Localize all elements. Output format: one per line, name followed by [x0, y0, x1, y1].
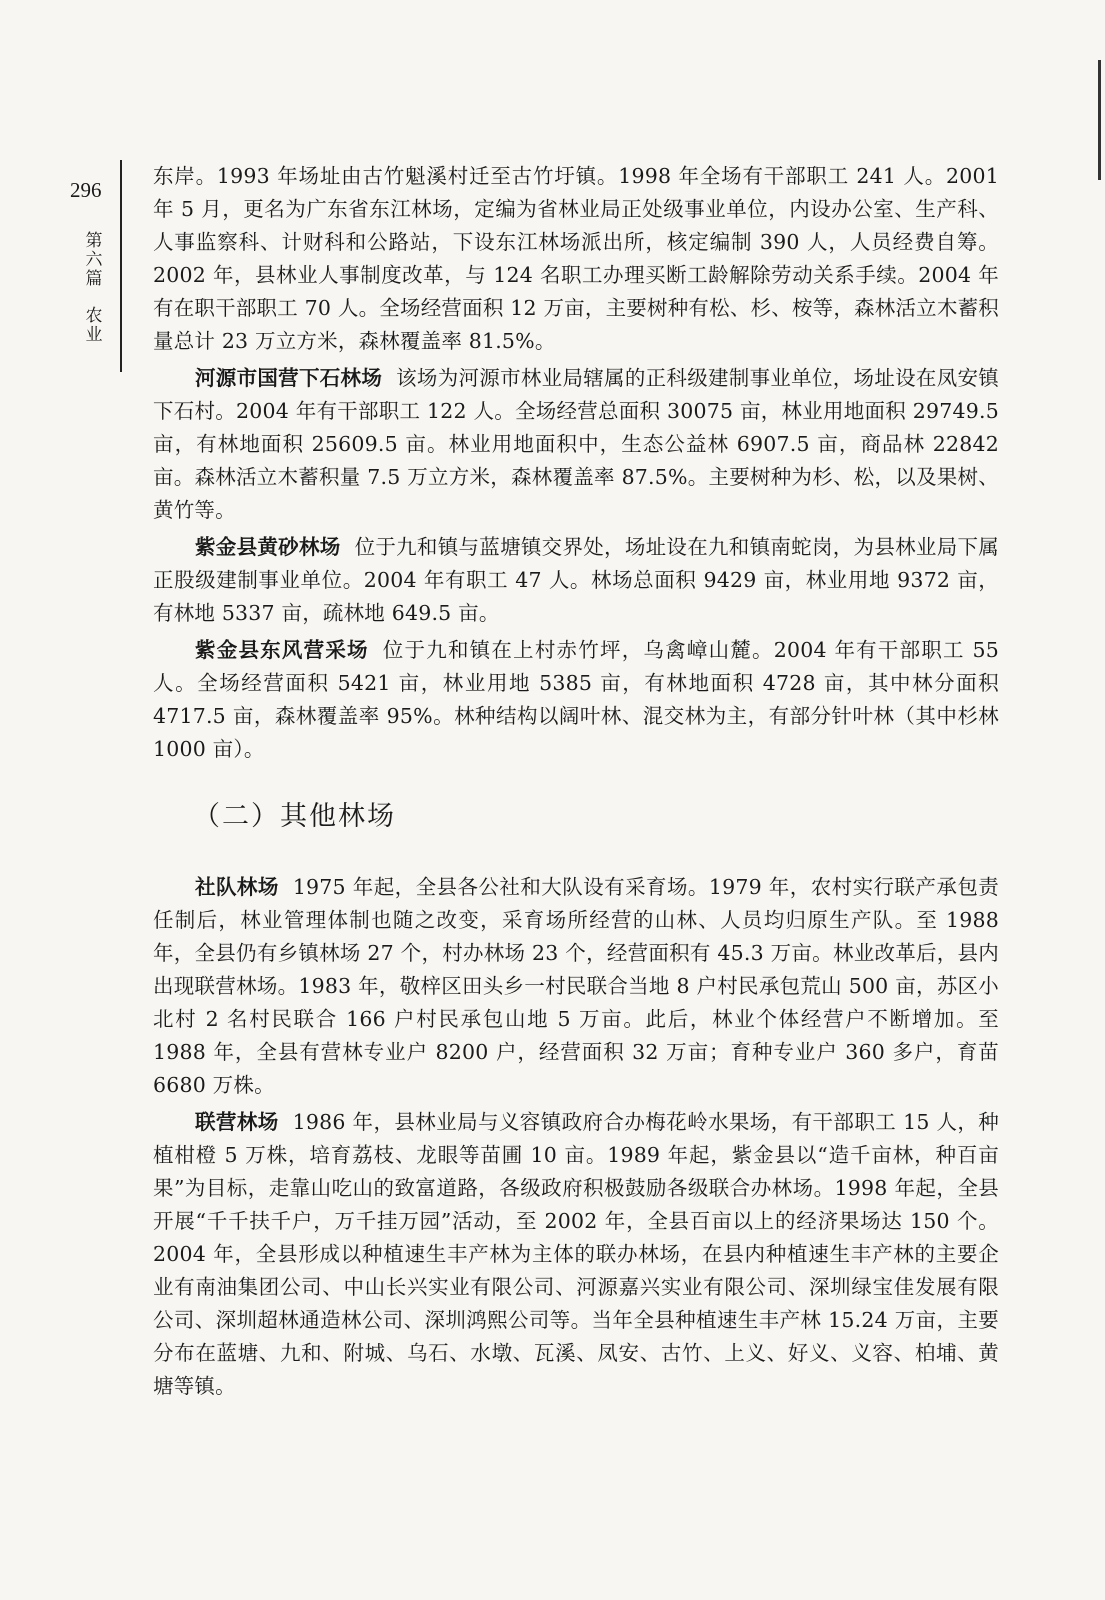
paragraph-huangsha-forest-farm: [153, 531, 999, 630]
entry-term: 联营林场: [195, 1110, 279, 1134]
paragraph-dongfeng-logging-farm: [153, 634, 999, 766]
entry-term: 紫金县东风营采场: [195, 638, 369, 662]
entry-term: 紫金县黄砂林场: [195, 535, 341, 559]
document-body: [153, 160, 999, 1407]
section-label: [84, 232, 104, 345]
entry-term: 社队林场: [195, 875, 279, 899]
section-label-topic: 农业: [85, 306, 103, 345]
page-edge-mark: [1098, 60, 1101, 180]
paragraph-joint-forest-farm: [153, 1106, 999, 1403]
page-number: 296: [70, 178, 102, 202]
paragraph-commune-forest-farm: [153, 871, 999, 1102]
paragraph-continued: 东岸。1993 年场址由古竹魁溪村迁至古竹圩镇。1998 年全场有干部职工 241 人。2001 年 5 月，更名为广东省东江林场，定编为省林业局正处级事业单位，内设办公室、生产科、人事监察科、计财科和公路站，下设东江林场派出所，核定编制 390 人，人员经费自筹。2002 年，县林业人事制度改革，与 124 名职工办理买断工龄解除劳动关系手续。2004 年有在职干部职工 70 人。全场经营面积 12 万亩，主要树种有松、杉、桉等，森林活立木蓄积量总计 23 万立方米，森林覆盖率 81.5%。: [153, 164, 999, 353]
entry-text: 1975 年起，全县各公社和大队设有采育场。1979 年，农村实行联产承包责任制后，林业管理体制也随之改变，采育场所经营的山林、人员均归原生产队。至 1988 年，全县仍有乡镇林场 27 个，村办林场 23 个，经营面积有 45.3 万亩。林业改革后，县内出现联营林场。1983 年，敬梓区田头乡一村民联合当地 8 户村民承包荒山 500 亩，苏区小北村 2 名村民联合 166 户村民承包山地 5 万亩。此后，林业个体经营户不断增加。至 1988 年，全县有营林专业户 8200 户，经营面积 32 万亩；育种专业户 360 多户，育苗 6680 万株。: [153, 875, 999, 1097]
entry-text: 1986 年，县林业局与义容镇政府合办梅花岭水果场，有干部职工 15 人，种植柑橙 5 万株，培育荔枝、龙眼等苗圃 10 亩。1989 年起，紫金县以“造千亩林，种百亩果”为目标，走靠山吃山的致富道路，各级政府积极鼓励各级联合办林场。1998 年起，全县开展“千千扶千户，万千挂万园”活动，至 2002 年，全县百亩以上的经济果场达 150 个。2004 年，全县形成以种植速生丰产林为主体的联办林场，在县内种植速生丰产林的主要企业有南油集团公司、中山长兴实业有限公司、河源嘉兴实业有限公司、深圳绿宝佳发展有限公司、深圳超林通造林公司、深圳鸿熙公司等。当年全县种植速生丰产林 15.24 万亩，主要分布在蓝塘、九和、附城、乌石、水墩、瓦溪、凤安、古竹、上义、好义、义容、柏埔、黄塘等镇。: [153, 1110, 999, 1398]
section-label-part: 第六篇: [85, 231, 103, 289]
entry-text: 位于九和镇与蓝塘镇交界处，场址设在九和镇南蛇岗，为县林业局下属正股级建制事业单位。2004 年有职工 47 人。林场总面积 9429 亩，林业用地 9372 亩，有林地 5337 亩，疏林地 649.5 亩。: [153, 535, 999, 625]
entry-text: 位于九和镇在上村赤竹坪，乌禽嶂山麓。2004 年有干部职工 55 人。全场经营面积 5421 亩，林业用地 5385 亩，有林地面积 4728 亩，其中林分面积 4717.5 亩，森林覆盖率 95%。林种结构以阔叶林、混交林为主，有部分针叶林（其中杉林 1000 亩）。: [153, 638, 999, 761]
section-subheading: （二）其他林场: [193, 801, 396, 832]
margin-rule: [120, 160, 122, 372]
paragraph-xiashi-forest-farm: [153, 362, 999, 527]
entry-text: 该场为河源市林业局辖属的正科级建制事业单位，场址设在凤安镇下石村。2004 年有干部职工 122 人。全场经营总面积 30075 亩，林业用地面积 29749.5 亩，有林地面积 25609.5 亩。林业用地面积中，生态公益林 6907.5 亩，商品林 22842 亩。森林活立木蓄积量 7.5 万立方米，森林覆盖率 87.5%。主要树种为杉、松，以及果树、黄竹等。: [153, 366, 999, 522]
entry-term: 河源市国营下石林场: [195, 366, 383, 390]
